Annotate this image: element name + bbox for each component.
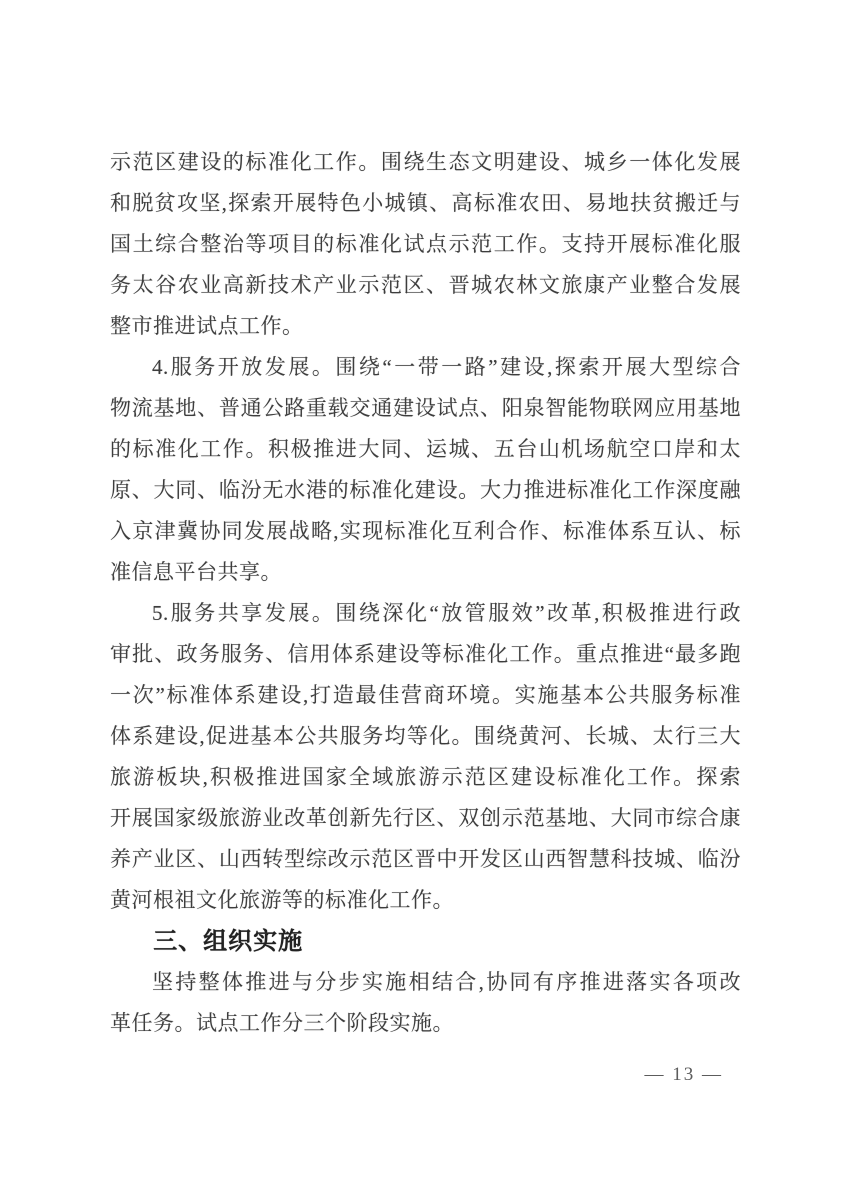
heading-section3-organization xyxy=(110,921,741,962)
text-line: 审批、政务服务、信用体系建设等标准化工作。重点推进“最多跑 xyxy=(110,642,741,666)
para-continuation-rural-demo xyxy=(110,142,741,347)
text-line: 养产业区、山西转型综改示范区晋中开发区山西智慧科技城、临汾 xyxy=(110,847,741,871)
text-line: 入京津冀协同发展战略,实现标准化互利合作、标准体系互认、标 xyxy=(110,519,741,543)
text-line: 体系建设,促进基本公共服务均等化。围绕黄河、长城、太行三大 xyxy=(110,724,741,748)
text-line: 开展国家级旅游业改革创新先行区、双创示范基地、大同市综合康 xyxy=(110,806,741,830)
text-line: 准信息平台共享。 xyxy=(110,560,282,584)
text-line: 革任务。试点工作分三个阶段实施。 xyxy=(110,1011,454,1035)
text-line: 示范区建设的标准化工作。围绕生态文明建设、城乡一体化发展 xyxy=(110,150,741,174)
text-line: 黄河根祖文化旅游等的标准化工作。 xyxy=(110,888,454,912)
text-line: 三、组织实施 xyxy=(153,928,304,955)
text-line: 4.服务开放发展。围绕“一带一路”建设,探索开展大型综合 xyxy=(152,355,741,379)
text-line: 国土综合整治等项目的标准化试点示范工作。支持开展标准化服 xyxy=(110,232,741,256)
text-line: 5.服务共享发展。围绕深化“放管服效”改革,积极推进行政 xyxy=(152,601,741,625)
text-line: 坚持整体推进与分步实施相结合,协同有序推进落实各项改 xyxy=(152,970,741,994)
text-line: 原、大同、临汾无水港的标准化建设。大力推进标准化工作深度融 xyxy=(110,478,741,502)
text-line: 和脱贫攻坚,探索开展特色小城镇、高标准农田、易地扶贫搬迁与 xyxy=(110,191,741,215)
text-line: 一次”标准体系建设,打造最佳营商环境。实施基本公共服务标准 xyxy=(110,683,741,707)
text-line: 旅游板块,积极推进国家全域旅游示范区建设标准化工作。探索 xyxy=(110,765,741,789)
text-line: 的标准化工作。积极推进大同、运城、五台山机场航空口岸和太 xyxy=(110,437,741,461)
para-implementation-phases xyxy=(110,962,741,1044)
para-item5-shared-development xyxy=(110,593,741,921)
page-number: — 13 — xyxy=(644,1064,723,1085)
text-line: 务太谷农业高新技术产业示范区、晋城农林文旅康产业整合发展 xyxy=(110,273,741,297)
text-line: 整市推进试点工作。 xyxy=(110,314,304,338)
para-item4-open-development xyxy=(110,347,741,593)
document-body xyxy=(110,142,741,1044)
text-line: 物流基地、普通公路重载交通建设试点、阳泉智能物联网应用基地 xyxy=(110,396,741,420)
